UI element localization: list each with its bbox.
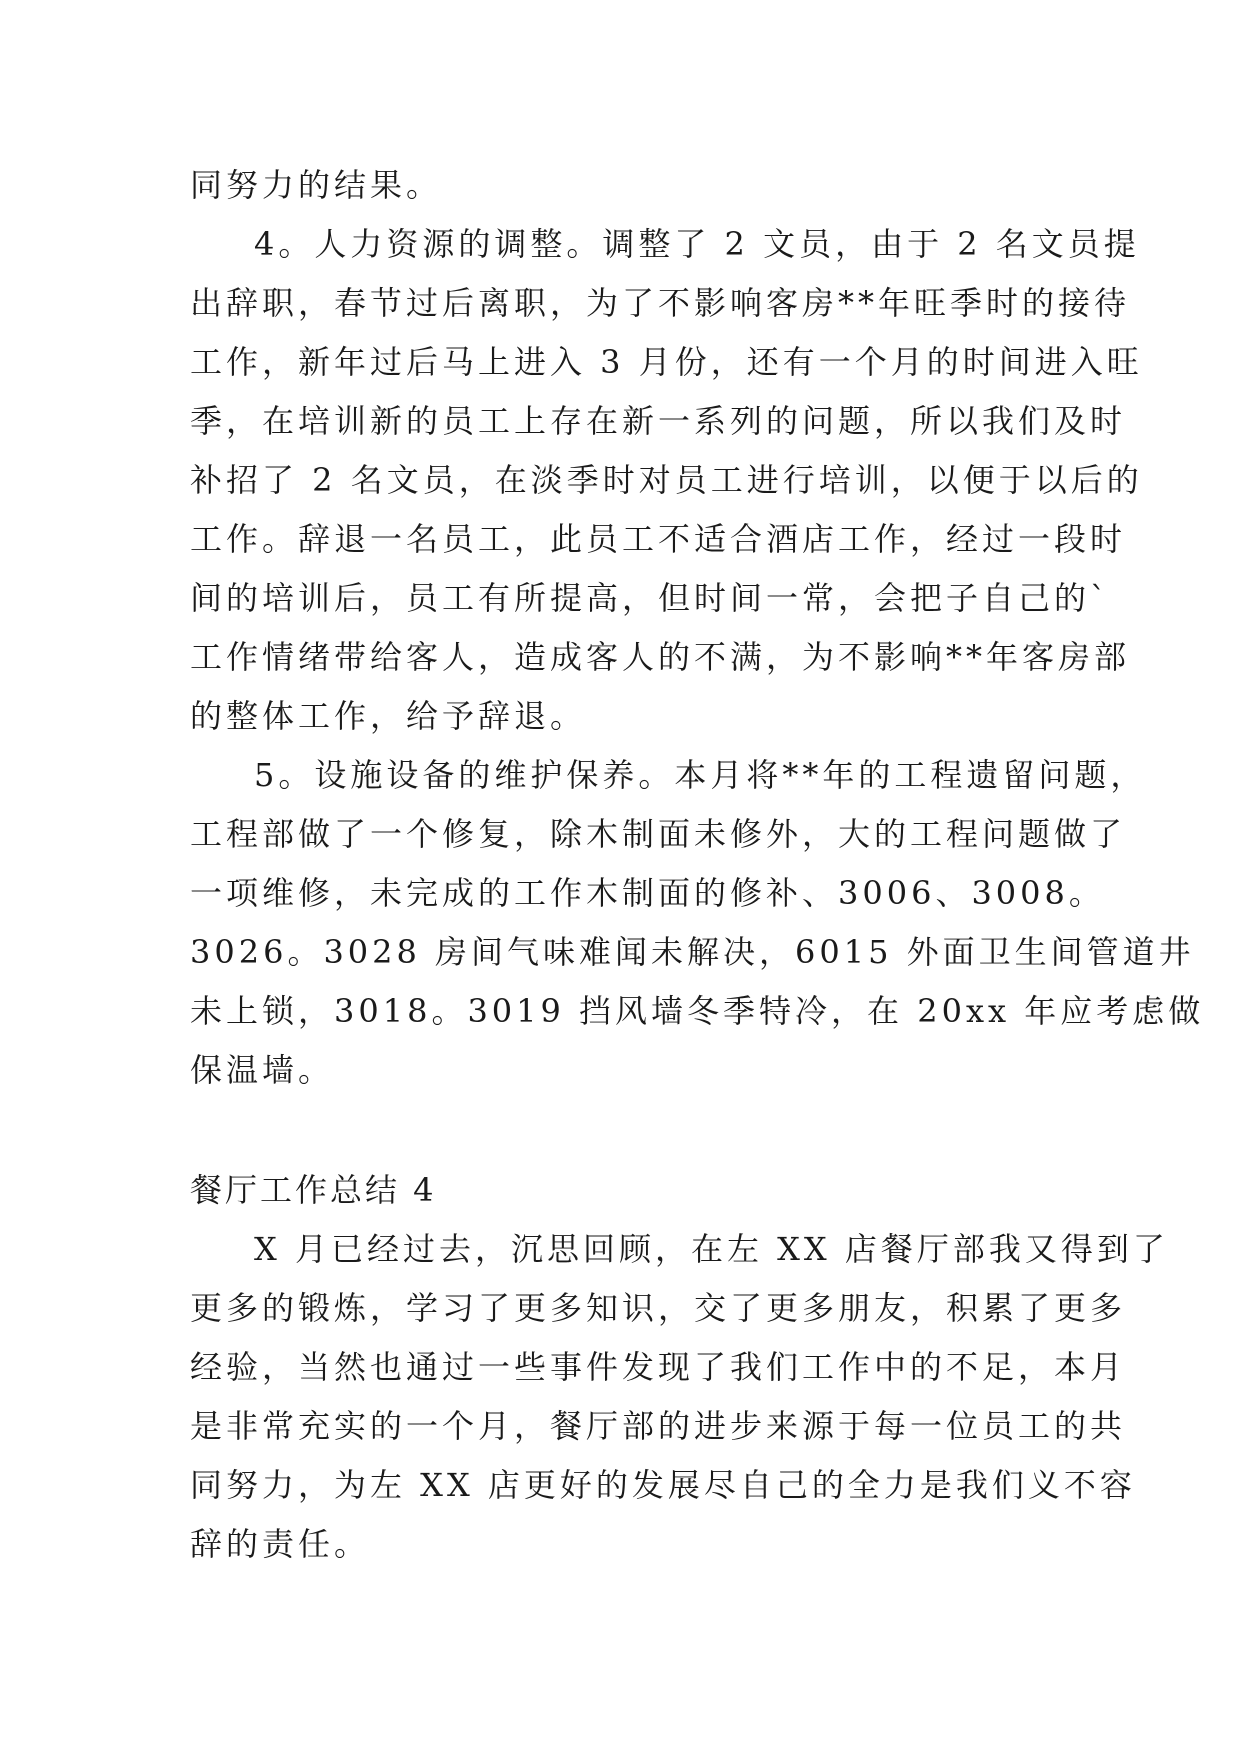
- text-line: 保温墙。: [190, 1051, 335, 1089]
- section-heading: 餐厅工作总结 4: [190, 1171, 437, 1209]
- text-line: 工作。辞退一名员工，此员工不适合酒店工作，经过一段时: [190, 520, 1127, 558]
- text-line: 出辞职，春节过后离职，为了不影响客房**年旺季时的接待: [190, 284, 1131, 322]
- text-line: 3026。3028 房间气味难闻未解决，6015 外面卫生间管道井: [190, 933, 1195, 971]
- restaurant-summary-section: [190, 1161, 1169, 1574]
- text-line: 辞的责任。: [190, 1525, 371, 1563]
- paragraph-facility-maintenance: 5。设施设备的维护保养。本月将**年的工程遗留问题，: [254, 756, 1147, 794]
- text-line: 工作情绪带给客人，造成客人的不满，为不影响**年客房部: [190, 638, 1131, 676]
- text-line: 是非常充实的一个月，餐厅部的进步来源于每一位员工的共: [190, 1407, 1127, 1445]
- text-line: 工作，新年过后马上进入 3 月份，还有一个月的时间进入旺: [190, 343, 1143, 381]
- text-line: 的整体工作，给予辞退。: [190, 697, 587, 735]
- text-line: 季，在培训新的员工上存在新一系列的问题，所以我们及时: [190, 402, 1127, 440]
- paragraph-hr-adjustment: 4。人力资源的调整。调整了 2 文员，由于 2 名文员提: [254, 225, 1140, 263]
- section-gap: [190, 1100, 1060, 1161]
- text-line: 一项维修，未完成的工作木制面的修补、3006、3008。: [190, 874, 1105, 912]
- paragraph-restaurant-summary: X 月已经过去，沉思回顾，在左 XX 店餐厅部我又得到了: [254, 1230, 1169, 1268]
- text-line: 工程部做了一个修复，除木制面未修外，大的工程问题做了: [190, 815, 1127, 853]
- text-line: 未上锁，3018。3019 挡风墙冬季特冷，在 20xx 年应考虑做: [190, 992, 1205, 1030]
- text-line: 同努力的结果。: [190, 166, 443, 204]
- work-summary-section: [190, 156, 1205, 1100]
- text-line: 同努力，为左 XX 店更好的发展尽自己的全力是我们义不容: [190, 1466, 1136, 1504]
- document-body: [190, 156, 1205, 1574]
- text-line: 更多的锻炼，学习了更多知识，交了更多朋友，积累了更多: [190, 1289, 1127, 1327]
- text-line: 经验，当然也通过一些事件发现了我们工作中的不足，本月: [190, 1348, 1127, 1386]
- text-line: 补招了 2 名文员，在淡季时对员工进行培训，以便于以后的: [190, 461, 1143, 499]
- text-line: 间的培训后，员工有所提高，但时间一常，会把子自己的`: [190, 579, 1111, 617]
